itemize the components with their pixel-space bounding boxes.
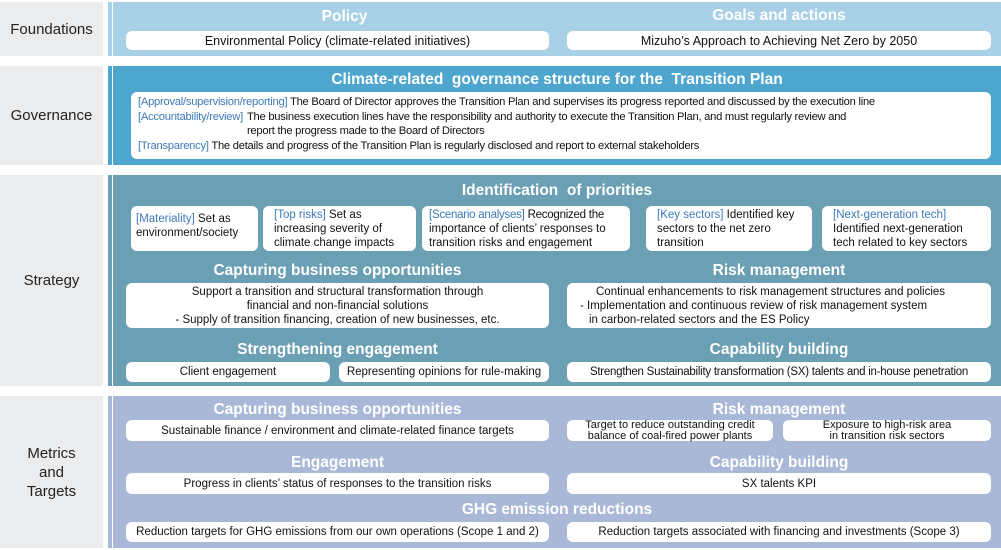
- priority-scenario-analyses-box: [Scenario analyses] Recognized the importance of clients’ responses to transition risks and engagement: [422, 206, 630, 251]
- coal-power-credit-target-box: Target to reduce outstanding credit balance of coal-fired power plants: [567, 420, 773, 441]
- priority-next-gen-tech-box: [Next-generation tech] Identified next-generation tech related to key sectors: [822, 206, 991, 251]
- strategy-risk-box: Continual enhancements to risk management structures and policies - Implementation and continuous review of risk management system in carbon-related sectors and the ES Policy: [567, 283, 991, 328]
- strategy-label: Strategy: [0, 175, 103, 386]
- scope-1-2-targets-box: Reduction targets for GHG emissions from our own operations (Scope 1 and 2): [126, 522, 549, 542]
- scope-3-targets-box: Reduction targets associated with financing and investments (Scope 3): [567, 522, 991, 542]
- strategy-accent-bar: [108, 175, 112, 386]
- strategy-risk-title: Risk management: [712, 262, 846, 279]
- policy-title: Policy: [321, 8, 368, 25]
- governance-item-transparency: [Transparency] The details and progress of the Transition Plan is regularly disclosed and report to external stakeholders: [138, 140, 700, 152]
- metrics-risk-title: Risk management: [712, 401, 846, 418]
- client-response-progress-box: Progress in clients’ status of responses to the transition risks: [126, 473, 549, 494]
- metrics-engagement-title: Engagement: [290, 454, 384, 471]
- priority-key-sectors-box: [Key sectors] Identified key sectors to the net zero transition: [646, 206, 812, 251]
- governance-accent-bar: [108, 66, 112, 165]
- rule-making-opinions-box: Representing opinions for rule-making: [339, 362, 549, 382]
- governance-item-accountability: [Accountability/review] The business execution lines have the responsibility and authority to execute the Transition Plan, and must regularly review and report the progress made to the Board of Directors: [138, 111, 847, 137]
- goals-title: Goals and actions: [712, 7, 846, 24]
- metrics-accent-bar: [108, 396, 112, 548]
- net-zero-approach-box: Mizuho’s Approach to Achieving Net Zero by 2050: [567, 31, 991, 50]
- priority-top-risks-box: [Top risks] Set as increasing severity of climate change impacts: [263, 206, 416, 251]
- metrics-opportunities-title: Capturing business opportunities: [213, 401, 462, 418]
- governance-details-box: [131, 92, 991, 159]
- governance-label: Governance: [0, 66, 103, 165]
- strategy-capability-title: Capability building: [709, 341, 849, 358]
- foundations-label: Foundations: [0, 2, 103, 56]
- foundations-accent-bar: [108, 2, 112, 56]
- governance-item-approval: [Approval/supervision/reporting] The Board of Director approves the Transition Plan and supervises its progress reported and discussed by the execution line: [138, 96, 875, 108]
- strategy-opportunities-title: Capturing business opportunities: [213, 262, 462, 279]
- governance-band: [113, 66, 1001, 165]
- strategy-opportunities-box: Support a transition and structural transformation through financial and non-financial solutions - Supply of transition financing, creation of new businesses, etc.: [126, 283, 549, 328]
- metrics-capability-title: Capability building: [709, 454, 849, 471]
- sx-talents-kpi-box: SX talents KPI: [567, 473, 991, 494]
- metrics-band: [113, 396, 1001, 548]
- metrics-targets-label: Metrics and Targets: [0, 396, 103, 548]
- priorities-title: Identification of priorities: [461, 182, 653, 199]
- environmental-policy-box: Environmental Policy (climate-related initiatives): [126, 31, 549, 50]
- high-risk-exposure-box: Exposure to high-risk area in transition risk sectors: [783, 420, 991, 441]
- strategy-engagement-title: Strengthening engagement: [237, 341, 438, 358]
- foundations-band: [113, 2, 1001, 56]
- sustainable-finance-targets-box: Sustainable finance / environment and climate-related finance targets: [126, 420, 549, 441]
- governance-structure-title: Climate-related governance structure for the Transition Plan: [331, 71, 783, 88]
- ghg-reductions-title: GHG emission reductions: [461, 501, 653, 518]
- client-engagement-box: Client engagement: [126, 362, 330, 382]
- priority-materiality-box: [Materiality] Set as environment/society: [131, 206, 258, 251]
- sx-talents-box: Strengthen Sustainability transformation (SX) talents and in-house penetration: [567, 362, 991, 382]
- strategy-band: [113, 175, 1001, 386]
